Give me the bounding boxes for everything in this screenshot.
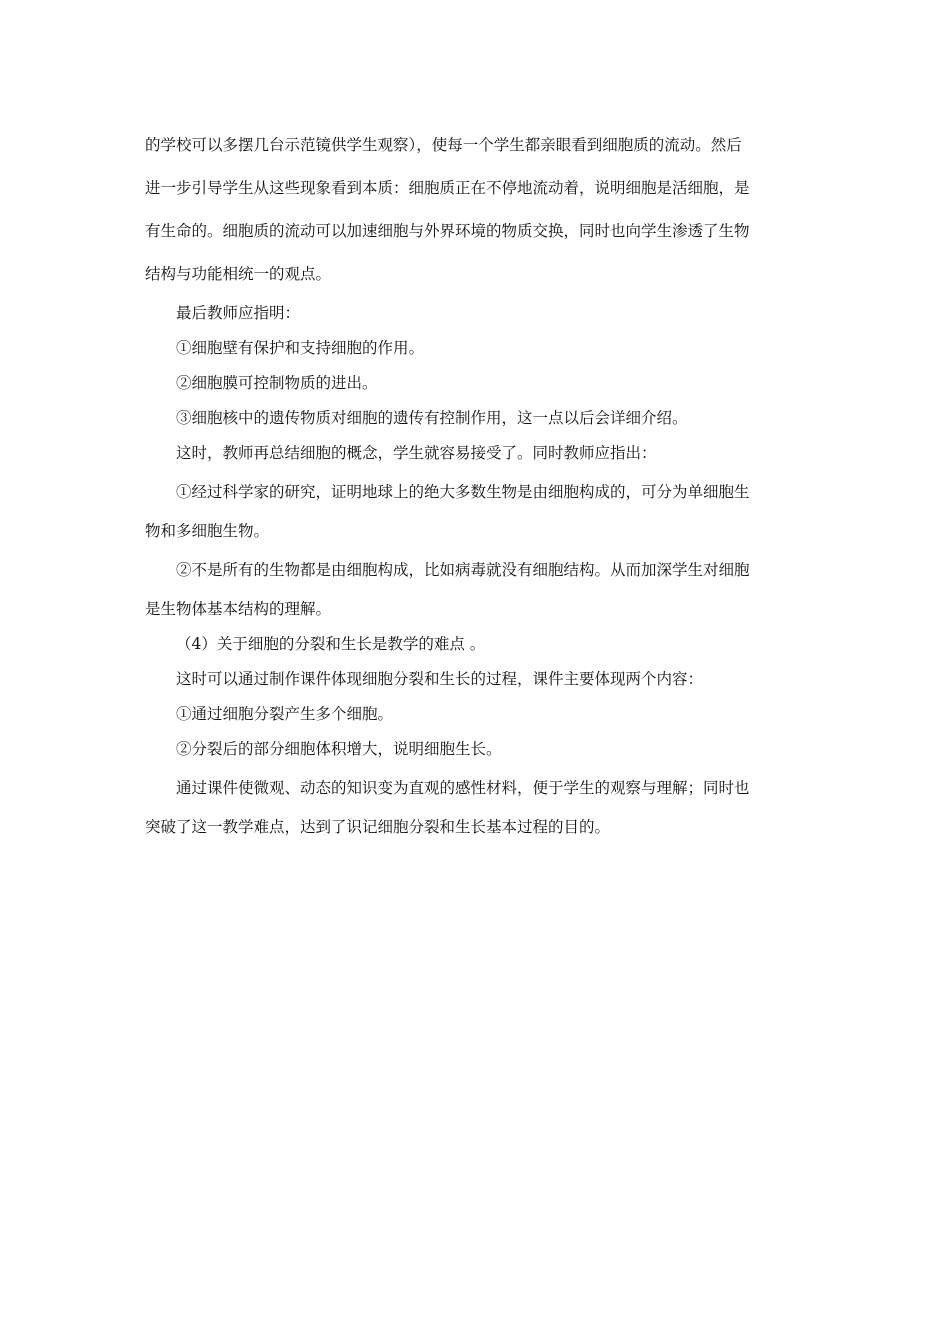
document-body (145, 124, 809, 845)
text-line: 突破了这一教学难点，达到了识记细胞分裂和生长基本过程的目的。 (145, 818, 611, 836)
text-line: 这时，教师再总结细胞的概念，学生就容易接受了。同时教师应指出： (176, 444, 657, 462)
text-line: 是生物体基本结构的理解。 (145, 600, 332, 618)
text-line: 这时可以通过制作课件体现细胞分裂和生长的过程，课件主要体现两个内容： (176, 670, 704, 688)
list-item: ②不是所有的生物都是由细胞构成，比如病毒就没有细胞结构。从而加深学生对细胞 (176, 561, 750, 579)
text-line: 进一步引导学生从这些现象看到本质：细胞质正在不停地流动着，说明细胞是活细胞，是 (145, 179, 750, 197)
text-line: 有生命的。细胞质的流动可以加速细胞与外界环境的物质交换，同时也向学生渗透了生物 (145, 222, 750, 240)
list-item: ①通过细胞分裂产生多个细胞。 (176, 705, 394, 723)
list-item: ②细胞膜可控制物质的进出。 (176, 374, 378, 392)
list-item: ①经过科学家的研究，证明地球上的绝大多数生物是由细胞构成的，可分为单细胞生 (176, 483, 750, 501)
list-item: ①细胞壁有保护和支持细胞的作用。 (176, 339, 425, 357)
text-line: 结构与功能相统一的观点。 (145, 265, 332, 283)
text-line: 的学校可以多摆几台示范镜供学生观察），使每一个学生都亲眼看到细胞质的流动。然后 (145, 136, 742, 154)
list-item: ③细胞核中的遗传物质对细胞的遗传有控制作用，这一点以后会详细介绍。 (176, 409, 688, 427)
text-line: 通过课件使微观、动态的知识变为直观的感性材料，便于学生的观察与理解；同时也 (176, 779, 750, 797)
list-item: ②分裂后的部分细胞体积增大，说明细胞生长。 (176, 740, 502, 758)
text-line: 物和多细胞生物。 (145, 522, 270, 540)
section-heading: （4）关于细胞的分裂和生长是教学的难点 。 (176, 635, 486, 653)
paragraph-heading: 最后教师应指明： (176, 304, 301, 322)
